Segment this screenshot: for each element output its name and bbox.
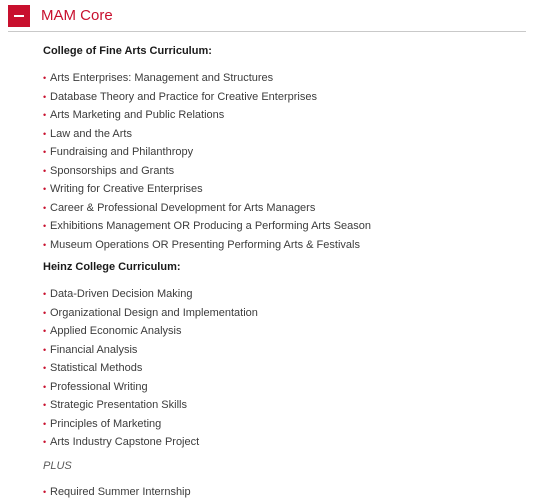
accordion-content — [43, 44, 513, 503]
list-item — [43, 108, 513, 127]
list-item — [43, 343, 513, 362]
bullet-icon: • — [43, 361, 50, 375]
list-item — [43, 361, 513, 380]
bullet-icon: • — [43, 306, 50, 320]
list-item — [43, 435, 513, 454]
list-item — [43, 417, 513, 436]
bullet-icon: • — [43, 287, 50, 301]
list-item — [43, 287, 513, 306]
list-item-label: Law and the Arts — [50, 128, 132, 140]
accordion-title[interactable]: MAM Core — [41, 7, 113, 25]
list-item-label: Financial Analysis — [50, 344, 137, 356]
list-item-label: Sponsorships and Grants — [50, 165, 174, 177]
section-heading-fine-arts: College of Fine Arts Curriculum: — [43, 44, 513, 58]
section-heading-heinz: Heinz College Curriculum: — [43, 260, 513, 274]
list-item-label: Writing for Creative Enterprises — [50, 183, 203, 195]
list-item-label: Museum Operations OR Presenting Performing Arts & Festivals — [50, 239, 360, 251]
bullet-icon: • — [43, 164, 50, 178]
list-item-label: Statistical Methods — [50, 362, 142, 374]
bullet-icon: • — [43, 417, 50, 431]
course-list-fine-arts — [43, 71, 513, 256]
list-item-label: Exhibitions Management OR Producing a Performing Arts Season — [50, 220, 371, 232]
list-item — [43, 306, 513, 325]
list-item — [43, 238, 513, 257]
bullet-icon: • — [43, 90, 50, 104]
list-item — [43, 127, 513, 146]
accordion-header[interactable] — [8, 4, 526, 32]
list-item-label: Career & Professional Development for Arts Managers — [50, 202, 315, 214]
list-item — [43, 182, 513, 201]
bullet-icon: • — [43, 108, 50, 122]
list-item — [43, 90, 513, 109]
list-item-label: Organizational Design and Implementation — [50, 307, 258, 319]
list-item — [43, 219, 513, 238]
collapse-toggle-button[interactable] — [8, 5, 30, 27]
list-item-label: Principles of Marketing — [50, 418, 161, 430]
list-item-label: Fundraising and Philanthropy — [50, 146, 193, 158]
list-item — [43, 485, 513, 503]
list-item-label: Data-Driven Decision Making — [50, 288, 192, 300]
bullet-icon: • — [43, 398, 50, 412]
list-item — [43, 145, 513, 164]
list-item-label: Arts Enterprises: Management and Structures — [50, 72, 273, 84]
bullet-icon: • — [43, 145, 50, 159]
bullet-icon: • — [43, 343, 50, 357]
bullet-icon: • — [43, 238, 50, 252]
list-item-label: Arts Marketing and Public Relations — [50, 109, 224, 121]
bullet-icon: • — [43, 380, 50, 394]
course-list-heinz — [43, 287, 513, 454]
list-item-label: Applied Economic Analysis — [50, 325, 181, 337]
list-item — [43, 324, 513, 343]
bullet-icon: • — [43, 435, 50, 449]
list-item-label: Arts Industry Capstone Project — [50, 436, 199, 448]
list-item-label: Strategic Presentation Skills — [50, 399, 187, 411]
list-item-label: Required Summer Internship — [50, 486, 191, 498]
list-item — [43, 380, 513, 399]
list-item — [43, 71, 513, 90]
bullet-icon: • — [43, 182, 50, 196]
list-item — [43, 164, 513, 183]
list-item-label: Professional Writing — [50, 381, 148, 393]
course-list-extra — [43, 485, 513, 503]
list-item — [43, 398, 513, 417]
bullet-icon: • — [43, 71, 50, 85]
bullet-icon: • — [43, 485, 50, 499]
bullet-icon: • — [43, 127, 50, 141]
plus-note: PLUS — [43, 459, 513, 473]
bullet-icon: • — [43, 324, 50, 338]
list-item-label: Database Theory and Practice for Creative Enterprises — [50, 91, 317, 103]
bullet-icon: • — [43, 201, 50, 215]
bullet-icon: • — [43, 219, 50, 233]
minus-icon — [14, 15, 24, 17]
list-item — [43, 201, 513, 220]
